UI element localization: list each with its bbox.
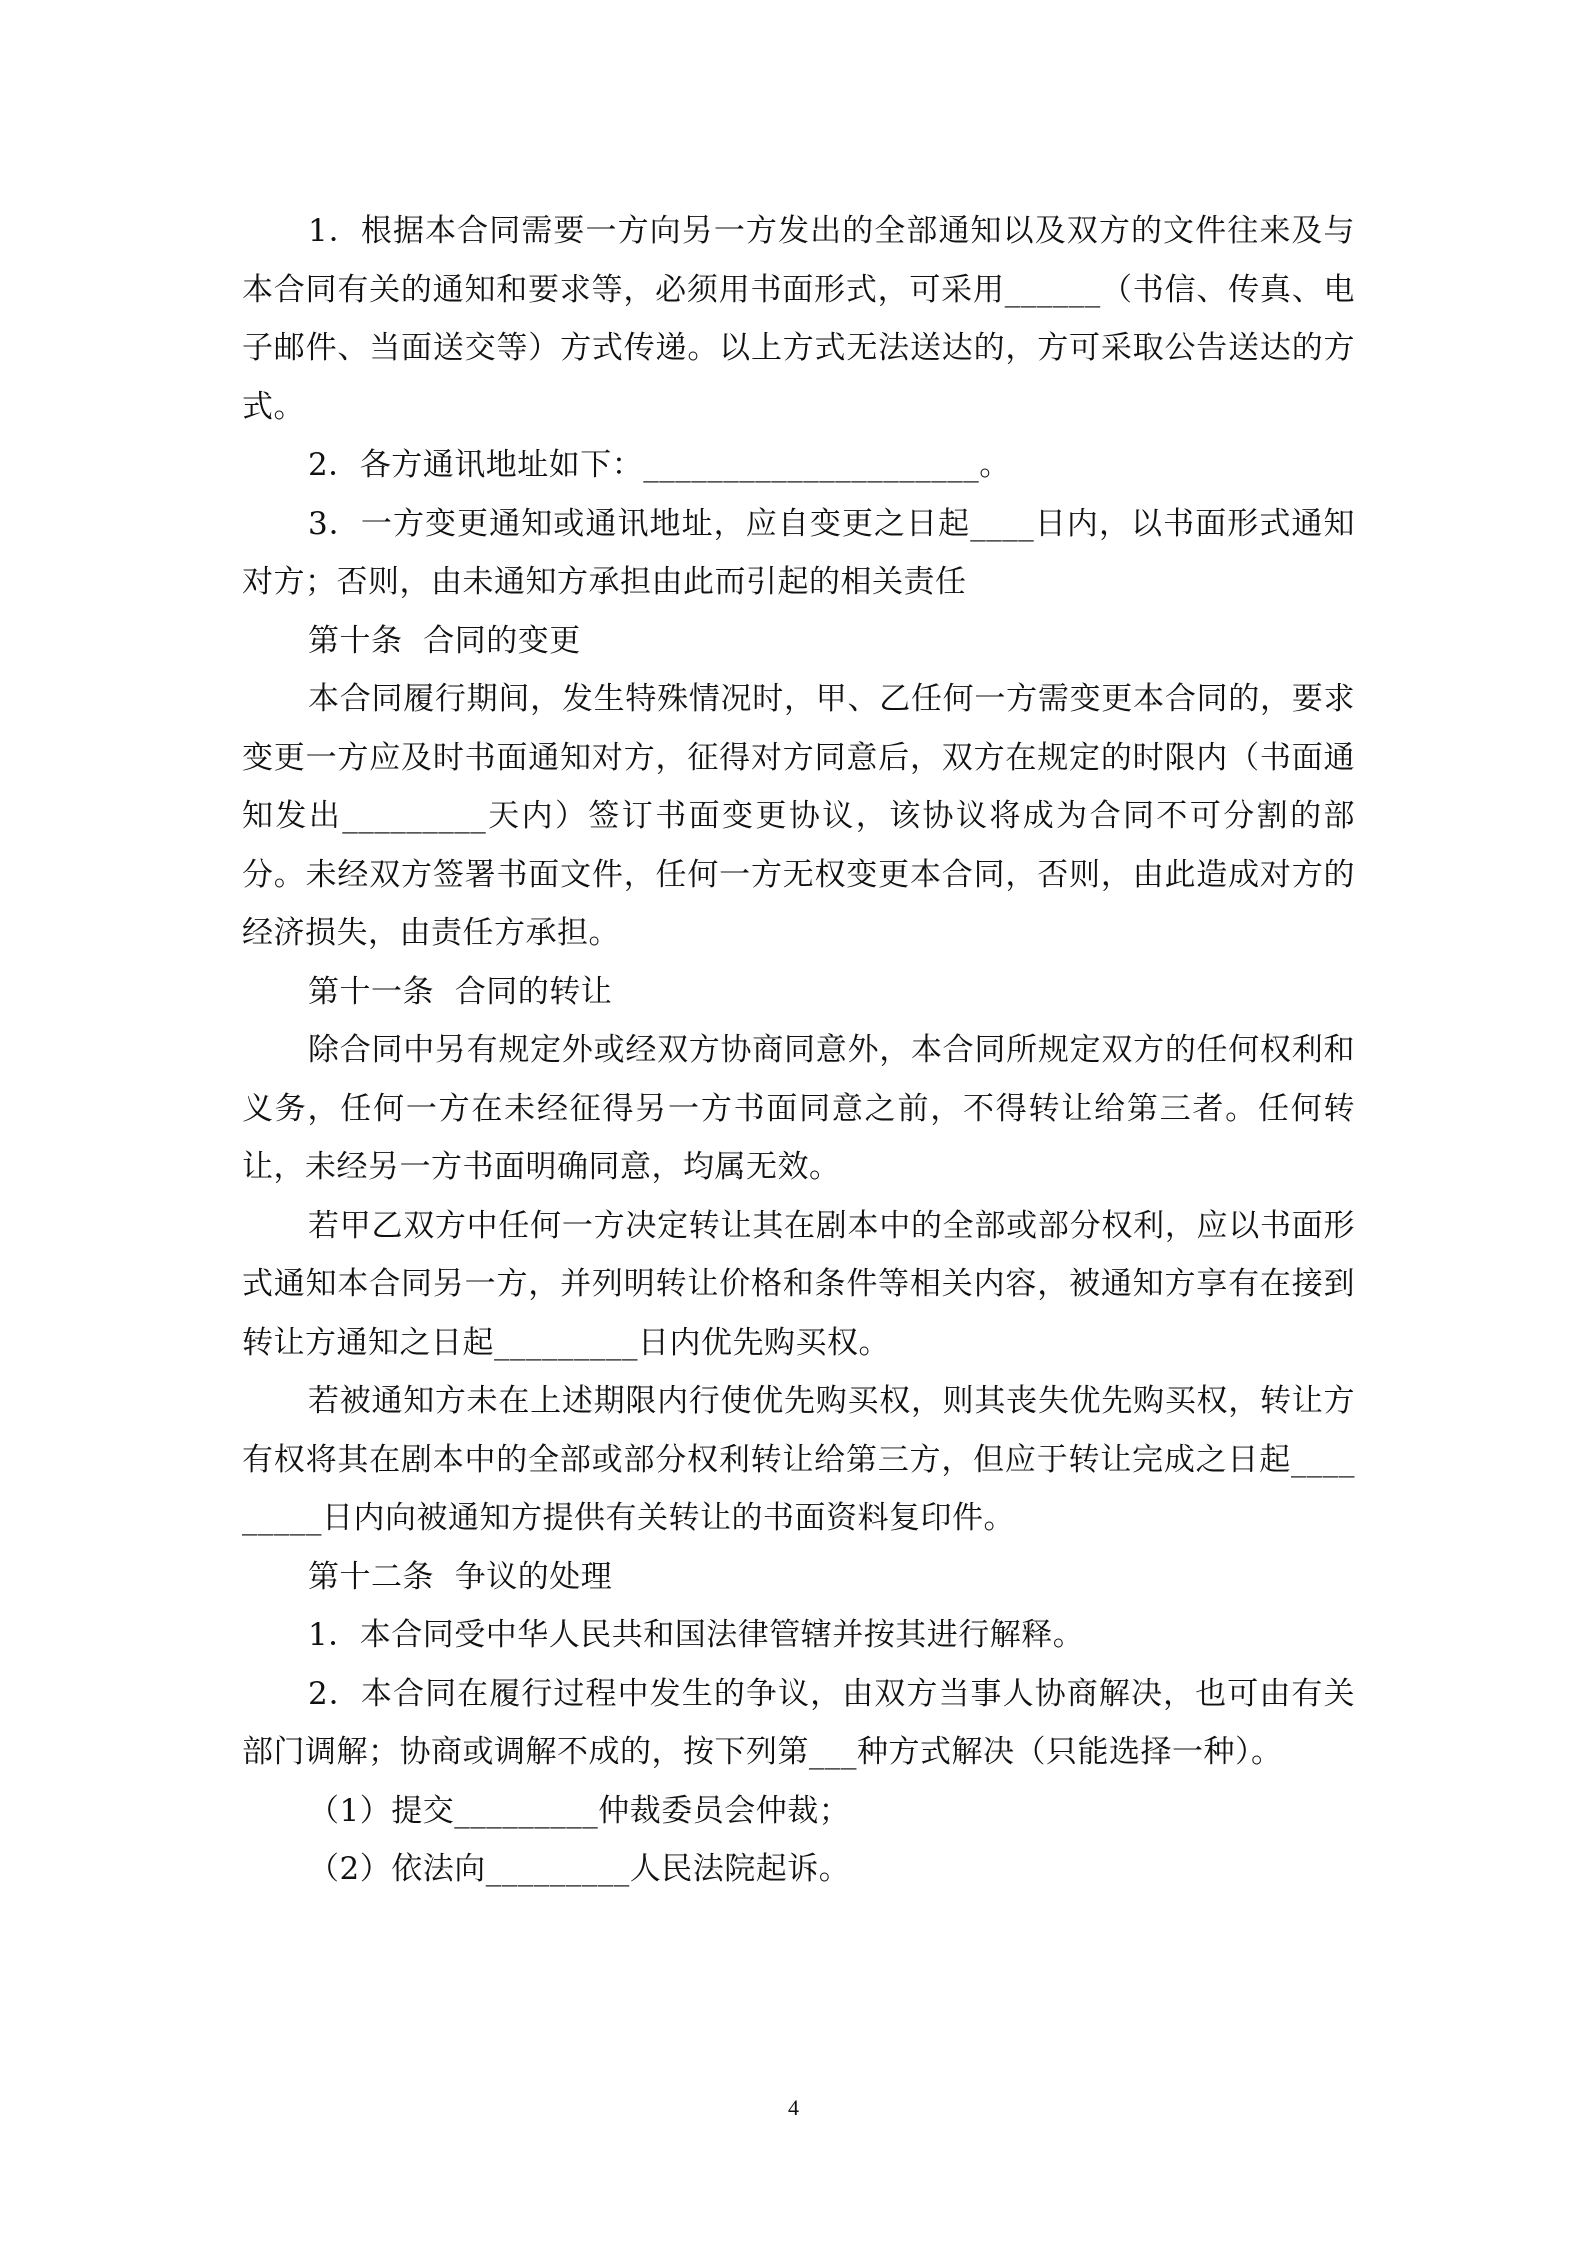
article-12-option-2: （2）依法向_________人民法院起诉。 [308, 1851, 851, 1887]
article-12-item-2: 2．本合同在履行过程中发生的争议，由双方当事人协商解决，也可由有关部门调解；协商或调解不成的，按下列第___种方式解决（只能选择一种）。 [242, 1675, 1355, 1770]
article-12-heading: 第十二条 争议的处理 [308, 1558, 613, 1595]
article-11-body-1: 除合同中另有规定外或经双方协商同意外，本合同所规定双方的任何权利和义务，任何一方在未经征得另一方书面同意之前，不得转让给第三者。任何转让，未经另一方书面明确同意，均属无效。 [242, 1032, 1355, 1185]
document-page [242, 202, 1355, 1899]
article-10-body: 本合同履行期间，发生特殊情况时，甲、乙任何一方需变更本合同的，要求变更一方应及时书面通知对方，征得对方同意后，双方在规定的时限内（书面通知发出_________天内）签订书面变更协议，该协议将成为合同不可分割的部分。未经双方签署书面文件，任何一方无权变更本合同，否则，由此造成对方的经济损失，由责任方承担。 [242, 681, 1355, 951]
article-11-heading: 第十一条 合同的转让 [308, 973, 613, 1010]
clause-notice-1: 1．根据本合同需要一方向另一方发出的全部通知以及双方的文件往来及与本合同有关的通知和要求等，必须用书面形式，可采用______（书信、传真、电子邮件、当面送交等）方式传递。以上方式无法送达的，方可采取公告送达的方式。 [242, 213, 1355, 425]
clause-notice-2: 2．各方通讯地址如下：_____________________。 [308, 447, 1011, 483]
page-number: 4 [788, 2095, 799, 2120]
article-11-body-3: 若被通知方未在上述期限内行使优先购买权，则其丧失优先购买权，转让方有权将其在剧本中的全部或部分权利转让给第三方，但应于转让完成之日起_________日内向被通知方提供有关转让的书面资料复印件。 [242, 1383, 1355, 1536]
article-12-option-1: （1）提交_________仲裁委员会仲裁； [308, 1792, 851, 1829]
article-10-heading: 第十条 合同的变更 [308, 622, 581, 659]
clause-notice-3: 3．一方变更通知或通讯地址，应自变更之日起____日内，以书面形式通知对方；否则，由未通知方承担由此而引起的相关责任 [242, 505, 1355, 600]
article-12-item-1: 1．本合同受中华人民共和国法律管辖并按其进行解释。 [308, 1617, 1085, 1653]
article-11-body-2: 若甲乙双方中任何一方决定转让其在剧本中的全部或部分权利，应以书面形式通知本合同另一方，并列明转让价格和条件等相关内容，被通知方享有在接到转让方通知之日起_________日内优先购买权。 [242, 1207, 1355, 1361]
